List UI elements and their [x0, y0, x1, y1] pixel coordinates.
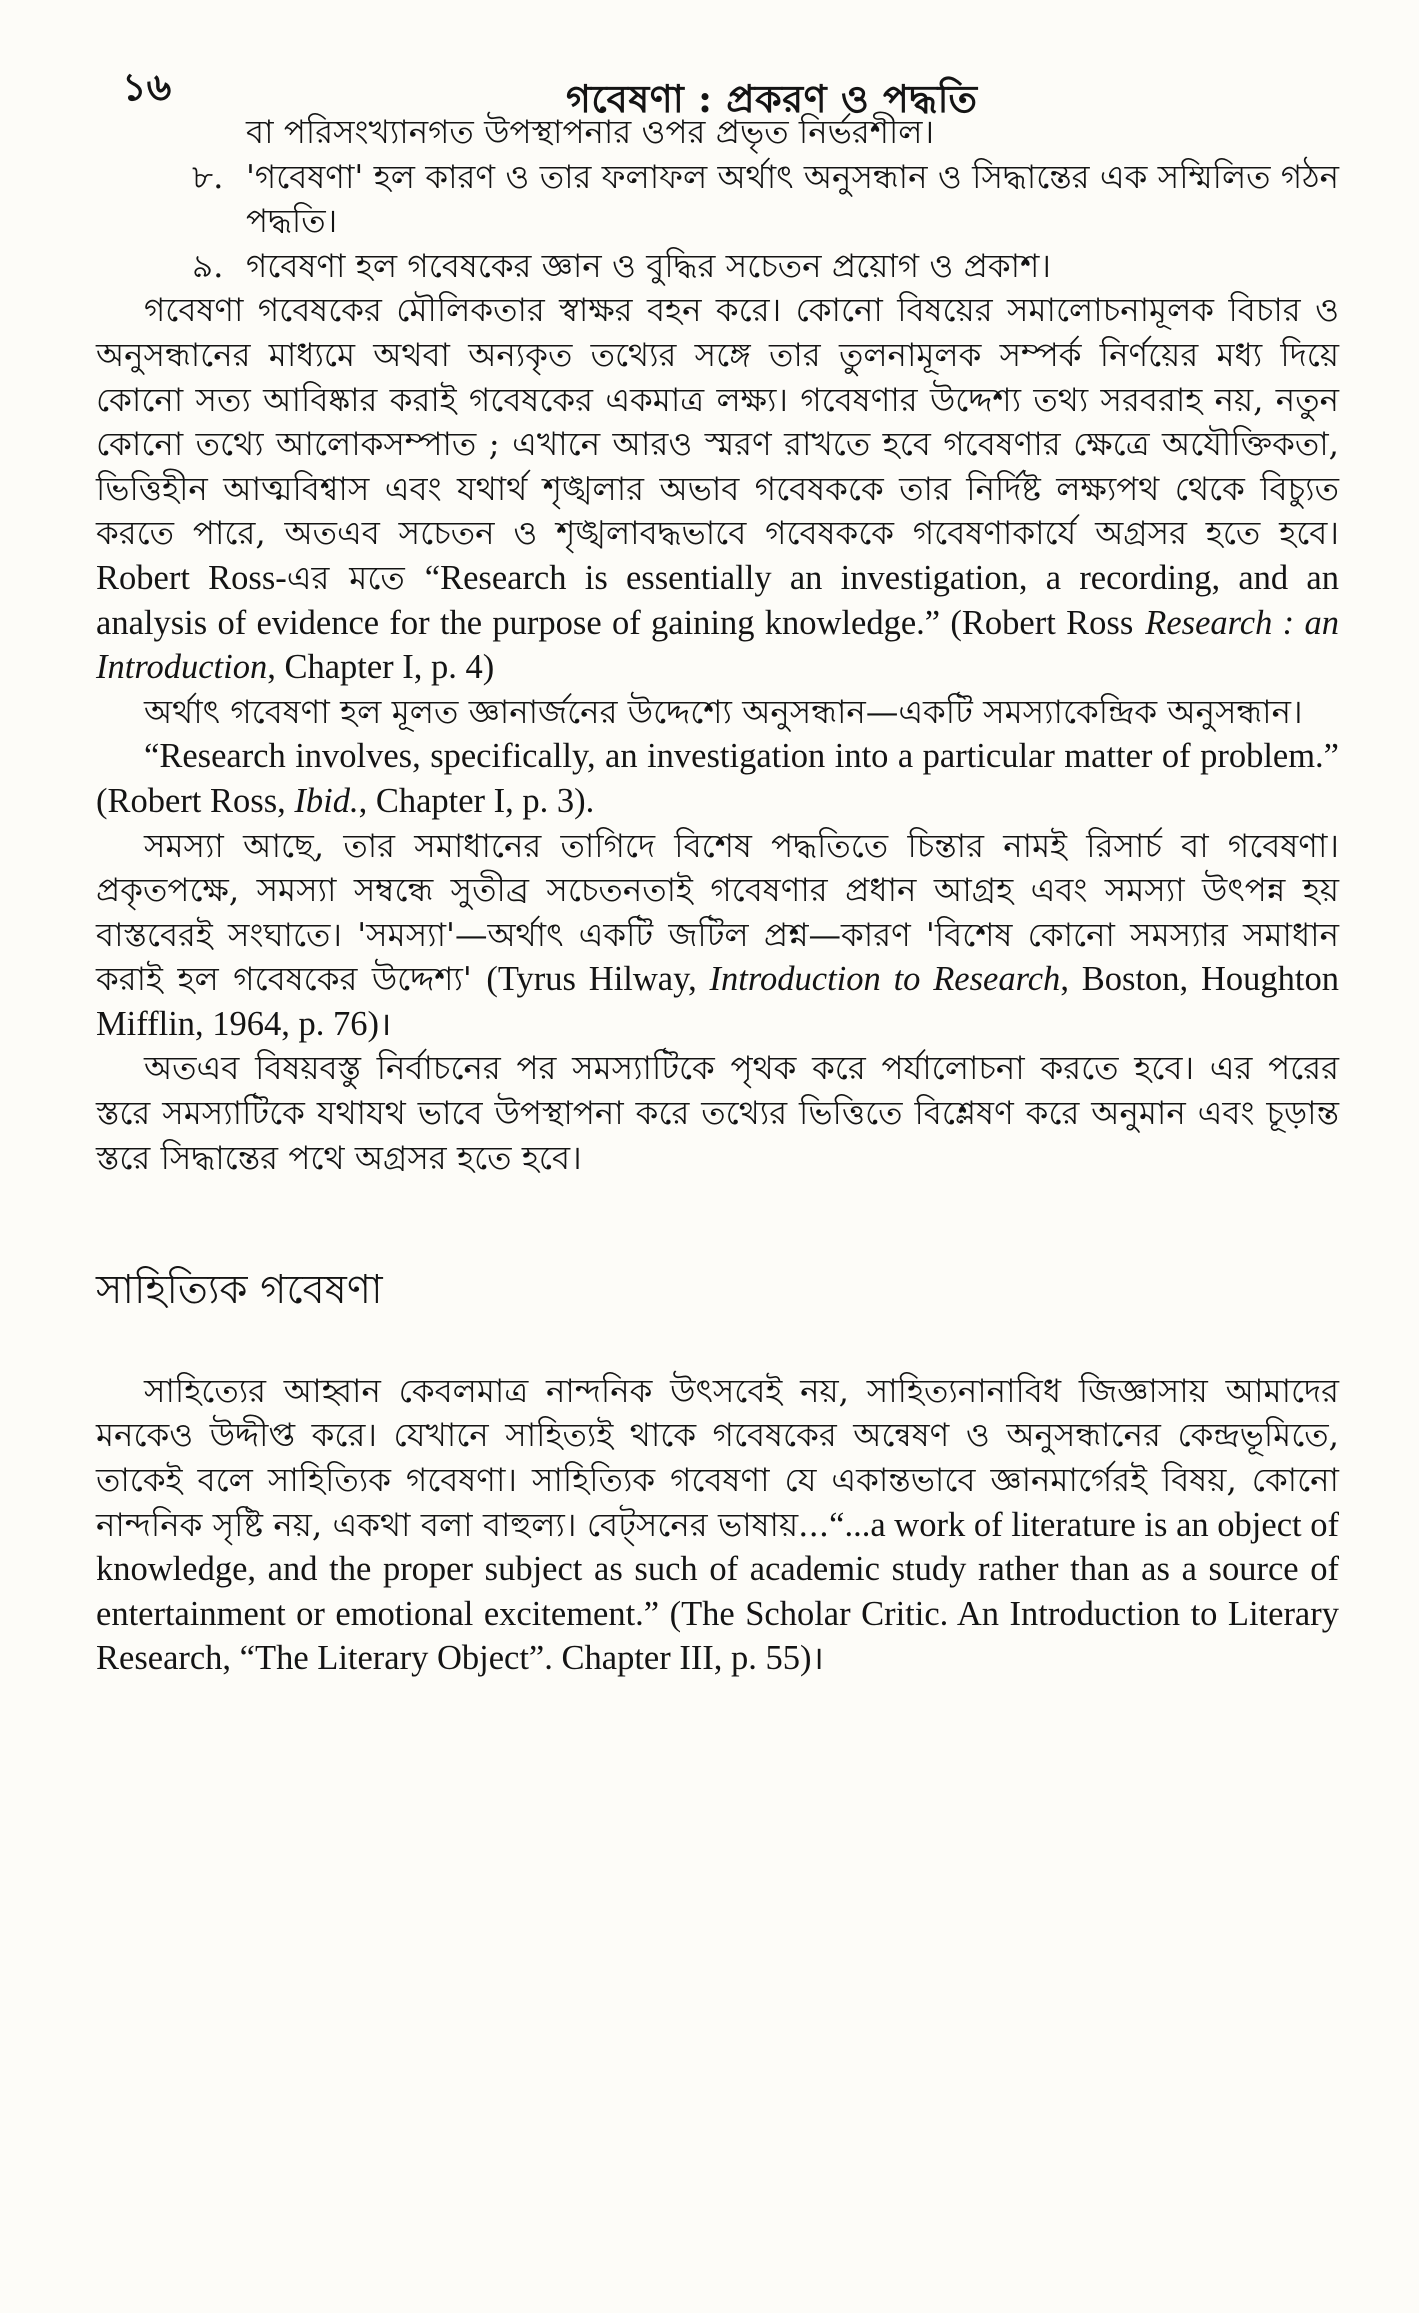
page-number: ১৬ [122, 64, 172, 109]
list-item-9 [96, 244, 1339, 289]
paragraph-end-mark: । [811, 1639, 824, 1678]
citation-details: , Boston, Houghton Mifflin, 1964, p. 76) [96, 960, 1339, 1043]
list-item-8-number: ৮. [192, 157, 224, 196]
english-quote: “...a work of literature is an object of knowledge, and the proper subject as such of academic study rather than as a source of entertainment or emotional excitement.” (The Scholar Critic. An Introduction to Literary Research, “The Literary Object”. Chapter III, p. 55) [96, 1505, 1340, 1678]
page-header [96, 40, 1339, 121]
source-title: Research : an Introduction [96, 603, 1339, 687]
paragraph-text: সমস্যা আছে, তার সমাধানের তাগিদে বিশেষ পদ্ধতিতে চিন্তার নামই রিসার্চ বা গবেষণা। প্রকৃতপক্ষে, সমস্যা সম্বন্ধে সুতীব্র সচেতনতাই গবেষণার প্রধান আগ্রহ এবং সমস্যা উৎপন্ন হয় বাস্তবেরই সংঘাতে। 'সমস্যা'—অর্থাৎ একটি জটিল প্রশ্ন—কারণ 'বিশেষ কোনো সমস্যার সমাধান করাই হল গবেষকের উদ্দেশ্য' [96, 826, 1339, 999]
running-head: গবেষণা : প্রকরণ ও পদ্ধতি [566, 76, 978, 121]
english-quote: “Research is essentially an investigation, a recording, and an analysis of evidence for the purpose of gaining knowledge.” (Robert Ross [96, 558, 1339, 642]
section-heading: সাহিত্যিক গবেষণা [96, 1267, 383, 1314]
paragraph-text: গবেষণা গবেষকের মৌলিকতার স্বাক্ষর বহন করে। কোনো বিষয়ের সমালোচনামূলক বিচার ও অনুসন্ধানের মাধ্যমে অথবা অন্যকৃত তথ্যের সঙ্গে তার তুলনামূলক সম্পর্ক নির্ণয়ের মধ্য দিয়ে কোনো সত্য আবিষ্কার করাই গবেষকের একমাত্র লক্ষ্য। গবেষণার উদ্দেশ্য তথ্য সরবরাহ নয়, নতুন কোনো তথ্যে আলোকসম্পাত ; এখানে আরও স্মরণ রাখতে হবে গবেষণার ক্ষেত্রে অযৌক্তিকতা, ভিত্তিহীন আত্মবিশ্বাস এবং যথার্থ শৃঙ্খলার অভাব গবেষককে তার নির্দিষ্ট লক্ষ্যপথ থেকে বিচ্যুত করতে পারে, অতএব সচেতন ও শৃঙ্খলাবদ্ধভাবে গবেষককে গবেষণাকার্যে অগ্রসর হতে হবে। [96, 291, 1339, 553]
list-item-9-text: গবেষণা হল গবেষকের জ্ঞান ও বুদ্ধির সচেতন প্রয়োগ ও প্রকাশ। [246, 246, 1051, 285]
source-citation: , Chapter I, p. 3). [358, 781, 595, 820]
author-name: Robert Ross- [96, 558, 287, 597]
body-text [96, 110, 1339, 1681]
paragraph-problem [96, 824, 1339, 1047]
citation-author: (Tyrus Hilway, [486, 960, 710, 999]
citation-title: Introduction to Research [709, 960, 1061, 999]
paragraph-method-steps: অতএব বিষয়বস্তু নির্বাচনের পর সমস্যাটিকে পৃথক করে পর্যালোচনা করতে হবে। এর পরের স্তরে সমস্যাটিকে যথাযথ ভাবে উপস্থাপনা করে তথ্যের ভিত্তিতে বিশ্লেষণ করে অনুমান এবং চূড়ান্ত স্তরে সিদ্ধান্তের পথে অগ্রসর হতে হবে। [96, 1049, 1339, 1177]
paragraph-meaning: অর্থাৎ গবেষণা হল মূলত জ্ঞানার্জনের উদ্দেশ্যে অনুসন্ধান—একটি সমস্যাকেন্দ্রিক অনুসন্ধান। [144, 692, 1303, 731]
paragraph-end-mark: । [379, 1004, 392, 1043]
english-quote: “Research involves, specifically, an investigation into a particular matter of problem.” (Robert Ross, [96, 737, 1339, 820]
list-item-8-text: 'গবেষণা' হল কারণ ও তার ফলাফল অর্থাৎ অনুসন্ধান ও সিদ্ধান্তের এক সম্মিলিত গঠন পদ্ধতি। [246, 157, 1339, 241]
list-item-8 [96, 155, 1339, 244]
paragraph-research-originality [96, 288, 1339, 689]
source-citation: , Chapter I, p. 4) [267, 648, 495, 687]
ibid-reference: Ibid. [294, 781, 359, 820]
paragraph-quote-ross [96, 734, 1339, 823]
paragraph-literary-research [96, 1369, 1339, 1681]
continuation-line: বা পরিসংখ্যানগত উপস্থাপনার ওপর প্রভৃত নির্ভরশীল। [246, 113, 935, 151]
list-item-9-number: ৯. [192, 246, 224, 285]
paragraph-text: সাহিত্যের আহ্বান কেবলমাত্র নান্দনিক উৎসবেই নয়, সাহিত্যনানাবিধ জিজ্ঞাসায় আমাদের মনকেও উদ্দীপ্ত করে। যেখানে সাহিত্যই থাকে গবেষকের অন্বেষণ ও অনুসন্ধানের কেন্দ্রভূমিতে, তাকেই বলে সাহিত্যিক গবেষণা। সাহিত্যিক গবেষণা যে একান্তভাবে জ্ঞানমার্গেরই বিষয়, কোনো নান্দনিক সৃষ্টি নয়, একথা বলা বাহুল্য। বেট্সনের ভাষায়... [96, 1371, 1339, 1544]
paragraph-text: এর মতে [286, 558, 425, 597]
